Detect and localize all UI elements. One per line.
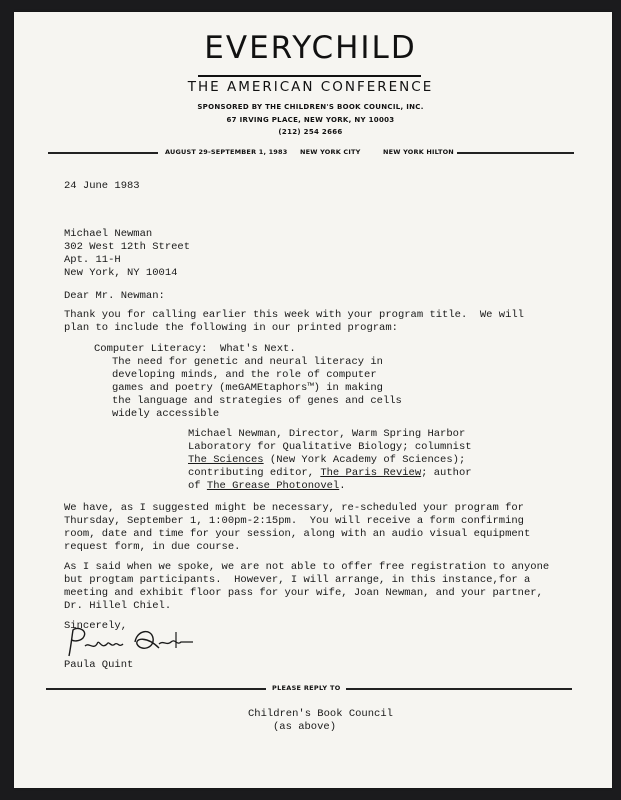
program-title: Computer Literacy: What's Next.: [94, 343, 296, 355]
everychild-logo: [0, 30, 621, 66]
reply-note: (as above): [273, 721, 337, 733]
bio-line4-post: ; author: [421, 467, 472, 479]
signer-name: Paula Quint: [64, 659, 134, 671]
conference-title: THE AMERICAN CONFERENCE: [187, 79, 434, 95]
bio-line2: Laboratory for Qualitative Biology; columnist: [188, 441, 472, 453]
logo-text: EVERYCHILD: [204, 30, 417, 66]
para2-line4: request form, in due course.: [64, 541, 241, 553]
pub-the-sciences: The Sciences: [188, 454, 264, 466]
program-desc-1: The need for genetic and neural literacy in: [112, 356, 383, 368]
para3-line1: As I said when we spoke, we are not able to offer free registration to anyone: [64, 561, 550, 573]
sponsor-phone: (212) 254 2666: [278, 128, 343, 136]
program-desc-5: widely accessible: [112, 408, 220, 420]
reply-org: Children's Book Council: [248, 708, 393, 720]
bio-line3-rest: (New York Academy of Sciences);: [263, 454, 466, 466]
sponsor-line: SPONSORED BY THE CHILDREN'S BOOK COUNCIL, INC.: [197, 103, 424, 111]
program-desc-2: developing minds, and the role of computer: [112, 369, 377, 381]
bio-line4-pre: contributing editor,: [188, 467, 321, 479]
header-rule-right: [457, 152, 574, 154]
bio-line4: [188, 467, 472, 480]
para3-line4: Dr. Hillel Chiel.: [64, 600, 172, 612]
footer-rule-right: [346, 688, 572, 690]
program-desc-4: the language and strategies of genes and cells: [112, 395, 402, 407]
para2-line2: Thursday, September 1, 1:00pm-2:15pm. You will receive a form confirming: [64, 515, 524, 527]
recipient-street: 302 West 12th Street: [64, 241, 191, 253]
event-city: NEW YORK CITY: [300, 148, 361, 156]
bio-line1: Michael Newman, Director, Warm Spring Harbor: [188, 428, 466, 440]
recipient-name: Michael Newman: [64, 228, 153, 240]
bio-line3: [188, 454, 465, 467]
reply-label: PLEASE REPLY TO: [272, 684, 341, 692]
para1-line2: plan to include the following in our printed program:: [64, 322, 398, 334]
header-rule-left: [48, 152, 158, 154]
program-desc-3: games and poetry (meGAMEtaphors™) in making: [112, 382, 383, 394]
para2-line3: room, date and time for your session, along with an audio visual equipment: [64, 528, 531, 540]
para2-line1: We have, as I suggested might be necessary, re-scheduled your program for: [64, 502, 524, 514]
pub-grease-photonovel: The Grease Photonovel: [206, 480, 340, 492]
para1-line1: Thank you for calling earlier this week with your program title. We will: [64, 309, 524, 321]
pub-paris-review: The Paris Review: [320, 467, 422, 479]
letter-date: 24 June 1983: [64, 180, 140, 192]
event-dates: AUGUST 29-SEPTEMBER 1, 1983: [165, 148, 288, 156]
para3-line2: but progtam participants. However, I will arrange, in this instance,for a: [64, 574, 531, 586]
closing: Sincerely,: [64, 620, 128, 632]
bio-line5-post: .: [339, 480, 346, 492]
event-venue: NEW YORK HILTON: [383, 148, 454, 156]
recipient-apt: Apt. 11-H: [64, 254, 121, 266]
salutation: Dear Mr. Newman:: [64, 290, 165, 302]
logo-rule: [198, 75, 421, 77]
sponsor-address: 67 IRVING PLACE, NEW YORK, NY 10003: [226, 116, 395, 124]
bio-line5: [188, 480, 346, 493]
footer-rule-left: [46, 688, 266, 690]
para3-line3: meeting and exhibit floor pass for your wife, Joan Newman, and your partner,: [64, 587, 543, 599]
bio-line5-pre: of: [188, 480, 207, 492]
recipient-city: New York, NY 10014: [64, 267, 178, 279]
